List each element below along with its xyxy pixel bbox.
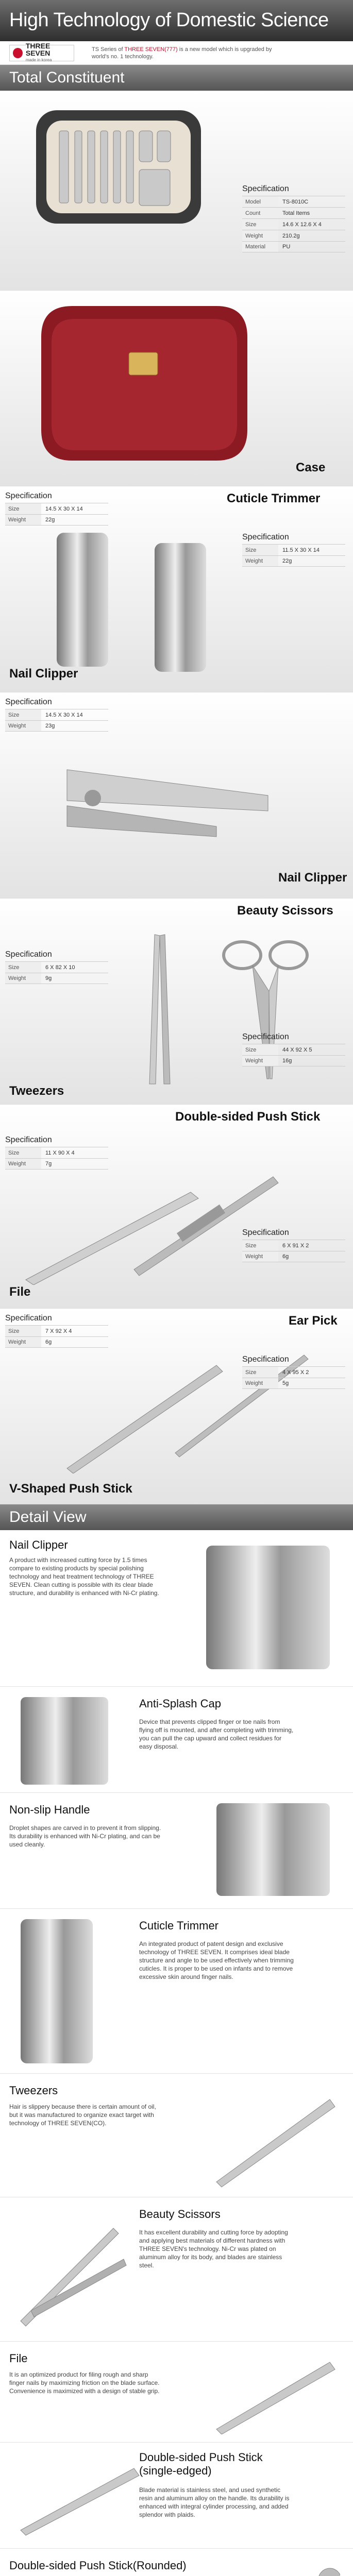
section-detail-view: Detail View [0,1504,353,1530]
file-label: File [9,1285,31,1299]
tweezers-spec: Specification Size 6 X 82 X 10 Weight 9g [5,950,108,984]
set-spec-table [242,184,345,252]
component-row-3 [0,899,353,1105]
logo-tagline: made in korea [25,57,52,62]
detail-nail-clipper-image [206,1546,330,1669]
tweezers-image [119,929,201,1094]
beauty-scissors-label: Beauty Scissors [237,904,333,918]
nail-clipper-label: Nail Clipper [9,667,78,681]
detail-push-stick-single-image [10,2453,144,2540]
detail-nail-clipper: Nail Clipper A product with increased cutting force by 1.5 times compare to existing products by special polishing technology and heat treatment technology of THREE SEVEN. Clean cutting is possible with its clear blade structure, and durability is enhanced with Ni-Cr plating. [0,1530,353,1687]
brand-note: TS Series of THREE SEVEN(777) is a new model which is upgraded by world's no. 1 technology. [92,46,272,60]
component-row-1 [0,486,353,692]
ear-pick-label: Ear Pick [289,1314,338,1328]
component-row-5 [0,1309,353,1504]
top-banner [0,0,353,41]
detail-file: File It is an optimized product for filing rough and sharp finger nails by maximizing friction on the blade surface. Convenience is maximized with a design of stable grip. [0,2342,353,2443]
spec-row: Material PU [242,241,345,252]
cuticle-trimmer-image [155,543,206,672]
nail-clipper-large-image [62,739,278,852]
component-row-4 [0,1105,353,1309]
closed-case-image [31,296,258,471]
beauty-scissors-spec: Specification Size 44 X 92 X 5 Weight 16g [242,1032,345,1066]
detail-anti-splash-cap: Anti-Splash Cap Device that prevents clipped finger or toe nails from flying off is mounted, and after completing with trimming, you can pull the cap upward and collect residues for easy disposal. [0,1687,353,1793]
open-case-image [31,100,216,234]
section-total-constituent: Total Constituent [0,65,353,91]
nail-clipper-image [57,533,108,667]
cuticle-trimmer-spec: Specification Size 11.5 X 30 X 14 Weight 22g [242,533,345,567]
banner-title: High Technology of Domestic Science [9,9,329,31]
brand-bar [0,41,353,65]
v-push-stick-spec: Specification Size 7 X 92 X 4 Weight 6g [5,1314,108,1348]
double-push-stick-spec: Specification Size 6 X 91 X 2 Weight 6g [242,1228,345,1262]
logo-mark-icon [13,48,23,58]
spec-row: Weight 210.2g [242,230,345,241]
double-push-stick-label: Double-sided Push Stick [175,1110,321,1124]
logo-name: THREE SEVEN [25,41,51,57]
detail-push-stick-rounded: Double-sided Push Stick(Rounded) [0,2549,353,2576]
detail-non-slip-handle: Non-slip Handle Droplet shapes are carved in to prevent it from slipping. Its durability is enhanced with Ni-Cr plating, and can be used cleanly. [0,1793,353,1909]
cuticle-trimmer-label: Cuticle Trimmer [227,492,321,505]
tweezers-label: Tweezers [9,1084,64,1098]
detail-file-image [206,2352,340,2434]
nail-clipper-large-label: Nail Clipper [278,871,347,885]
ear-pick-spec: Specification Size 4 X 95 X 2 Weight 5g [242,1355,345,1389]
detail-tweezers: Tweezers Hair is slippery because there is certain amount of oil, but it was manufactured to organize exact target with technology of THREE SEVEN(CO). [0,2074,353,2197]
set-overview-panel [0,91,353,291]
detail-cuticle-trimmer: Cuticle Trimmer An integrated product of patent design and exclusive technology of THREE SEVEN. It comprises ideal blade structure and angle to be used effectively when trimming cuticles. It is proper to be used on infants and to remove excessive skin around finger nails. [0,1909,353,2074]
spec-row: Model TS-8010C [242,196,345,207]
nail-clipper-large-spec: Specification Size 14.5 X 30 X 14 Weight 23g [5,698,108,732]
detail-tweezers-image [206,2079,340,2192]
detail-push-stick-single: Double-sided Push Stick (single-edged) Blade material is stainless steel, and used synthetic resin and aluminum alloy on the handle. Its durability is enhanced with integral cylinder processing, and added splendor with plaids. [0,2443,353,2549]
v-push-stick-label: V-Shaped Push Stick [9,1482,132,1496]
detail-scissors-image [10,2208,134,2331]
file-spec: Specification Size 11 X 90 X 4 Weight 7g [5,1136,108,1170]
brand-logo [9,41,74,62]
spec-title: Specification [242,184,289,193]
component-row-2 [0,692,353,899]
spec-row: Count Total Items [242,207,345,218]
detail-cap-image [21,1697,108,1785]
case-label: Case [296,461,326,474]
detail-cuticle-trimmer-image [21,1919,93,2063]
spec-row: Size 14.6 X 12.6 X 4 [242,218,345,230]
detail-push-stick-rounded-image [206,2559,340,2576]
detail-beauty-scissors: Beauty Scissors It has excellent durability and cutting force by adopting and applying best materials of different hardness with THREE SEVEN's technology. Ni-Cr was plated on aluminum alloy for its body, and blades are stainless steel. [0,2197,353,2342]
brand-name-highlight: THREE SEVEN(777) [124,46,178,53]
case-panel [0,291,353,486]
nail-clipper-spec: Specification Size 14.5 X 30 X 14 Weight 22g [5,492,108,526]
double-push-stick-image [124,1156,289,1285]
detail-handle-image [216,1803,330,1896]
